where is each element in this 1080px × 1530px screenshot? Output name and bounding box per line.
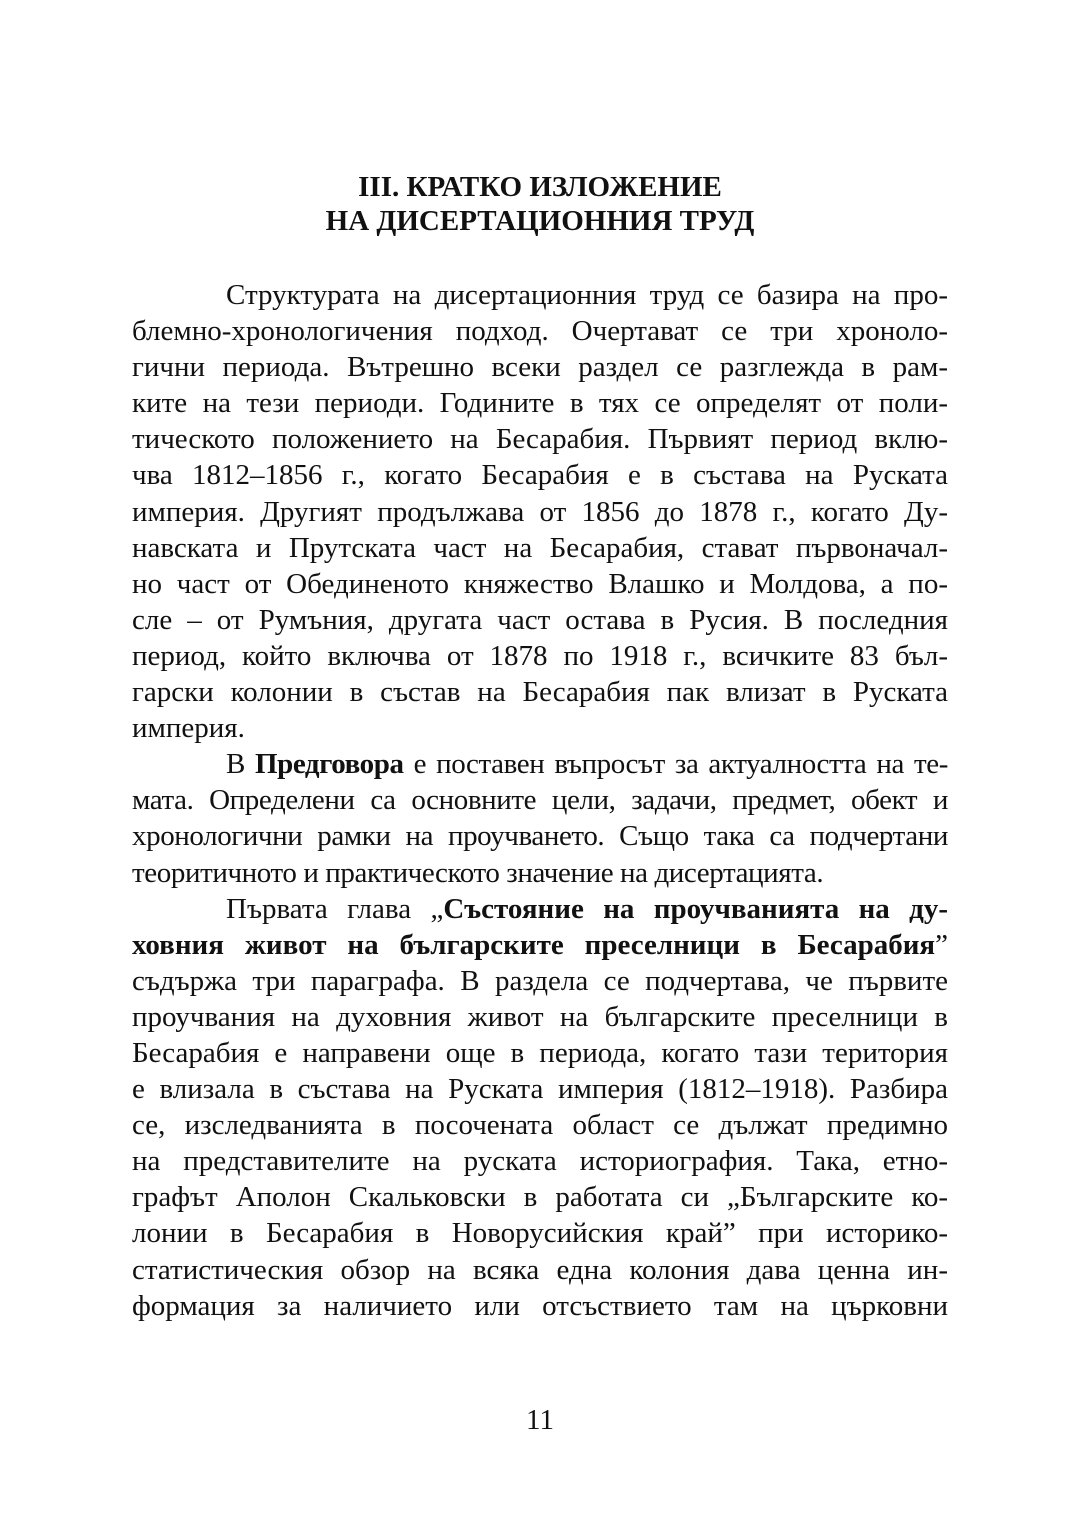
body-text [132,277,948,1324]
paragraph-3-line: формация за наличието или отсъствието там на църковни [132,1289,948,1322]
paragraph-3-line [132,891,948,927]
paragraph-1-line: империя. [132,712,245,745]
section-title-line-2: НА ДИСЕРТАЦИОННИЯ ТРУД [325,205,755,237]
paragraph-1-line: гарски колонии в състав на Бесарабия пак влизат в Руската [132,676,948,709]
paragraph-3-text: ” [935,928,948,961]
paragraph-1-line: период, който включва от 1878 по 1918 г., всичките 83 бъл- [132,639,948,672]
paragraph-2-line: мата. Определени са основните цели, задачи, предмет, обект и [132,784,948,817]
paragraph-3-line: лонии в Бесарабия в Новорусийския край” при историко- [132,1217,948,1250]
paragraph-3-line: статистическия обзор на всяка една колония дава ценна ин- [132,1253,948,1286]
paragraph-1-line: блемно-хронологичения подход. Очертават се три хроноло- [132,315,948,348]
paragraph-1-line: тическото положението на Бесарабия. Първият период вклю- [132,423,948,456]
paragraph-1-line: Структурата на дисертационния труд се базира на про- [226,279,948,311]
paragraph-3-line: съдържа три параграфа. В раздела се подчертава, че първите [132,964,948,997]
paragraph-1-line: навската и Прутската част на Бесарабия, стават първоначал- [132,531,948,564]
paragraph-2-line: хронологични рамки на проучването. Също така са подчертани [132,820,948,853]
paragraph-3-line: Бесарабия е направени още в периода, когато тази територия [132,1036,948,1069]
paragraph-3-text: Първата глава „ [226,892,444,925]
paragraph-1-line: но част от Обединеното княжество Влашко и Молдова, а по- [132,567,948,600]
chapter-title-bold: Състояние на проучванията на ду- [443,892,948,925]
paragraph-1-line: ките на тези периоди. Годините в тях се определят от поли- [132,387,948,420]
paragraph-3-line: графът Аполон Скальковски в работата си „Българските ко- [132,1181,948,1214]
paragraph-1-line: сле – от Румъния, другата част остава в Русия. В последния [132,603,948,636]
paragraph-2-text: е поставен въпросът за актуалността на те- [403,748,948,781]
paragraph-1-line: империя. Другият продължава от 1856 до 1878 г., когато Ду- [132,495,948,528]
paragraph-3-line [132,927,948,963]
paragraph-2-text: В [226,748,255,781]
paragraph-1-line: гични периода. Вътрешно всеки раздел се разглежда в рам- [132,351,948,384]
paragraph-3-line: на представителите на руската историография. Така, етно- [132,1145,948,1178]
paragraph-1-line: чва 1812–1856 г., когато Бесарабия е в състава на Руската [132,459,948,492]
section-title-line-1: III. КРАТКО ИЗЛОЖЕНИЕ [358,171,722,203]
paragraph-2-line [132,746,948,782]
paragraph-3-line: е влизала в състава на Руската империя (1812–1918). Разбира [132,1073,948,1106]
section-title [132,170,948,238]
page-number: 11 [526,1404,554,1436]
chapter-title-bold: ховния живот на българските преселници в Бесарабия [132,928,936,961]
preface-term: Предговора [254,748,404,781]
paragraph-2-line: теоритичното и практическото значение на дисертацията. [132,856,824,889]
paragraph-3-line: проучвания на духовния живот на българските преселници в [132,1000,948,1033]
paragraph-3-line: се, изследванията в посочената област се дължат предимно [132,1109,948,1142]
